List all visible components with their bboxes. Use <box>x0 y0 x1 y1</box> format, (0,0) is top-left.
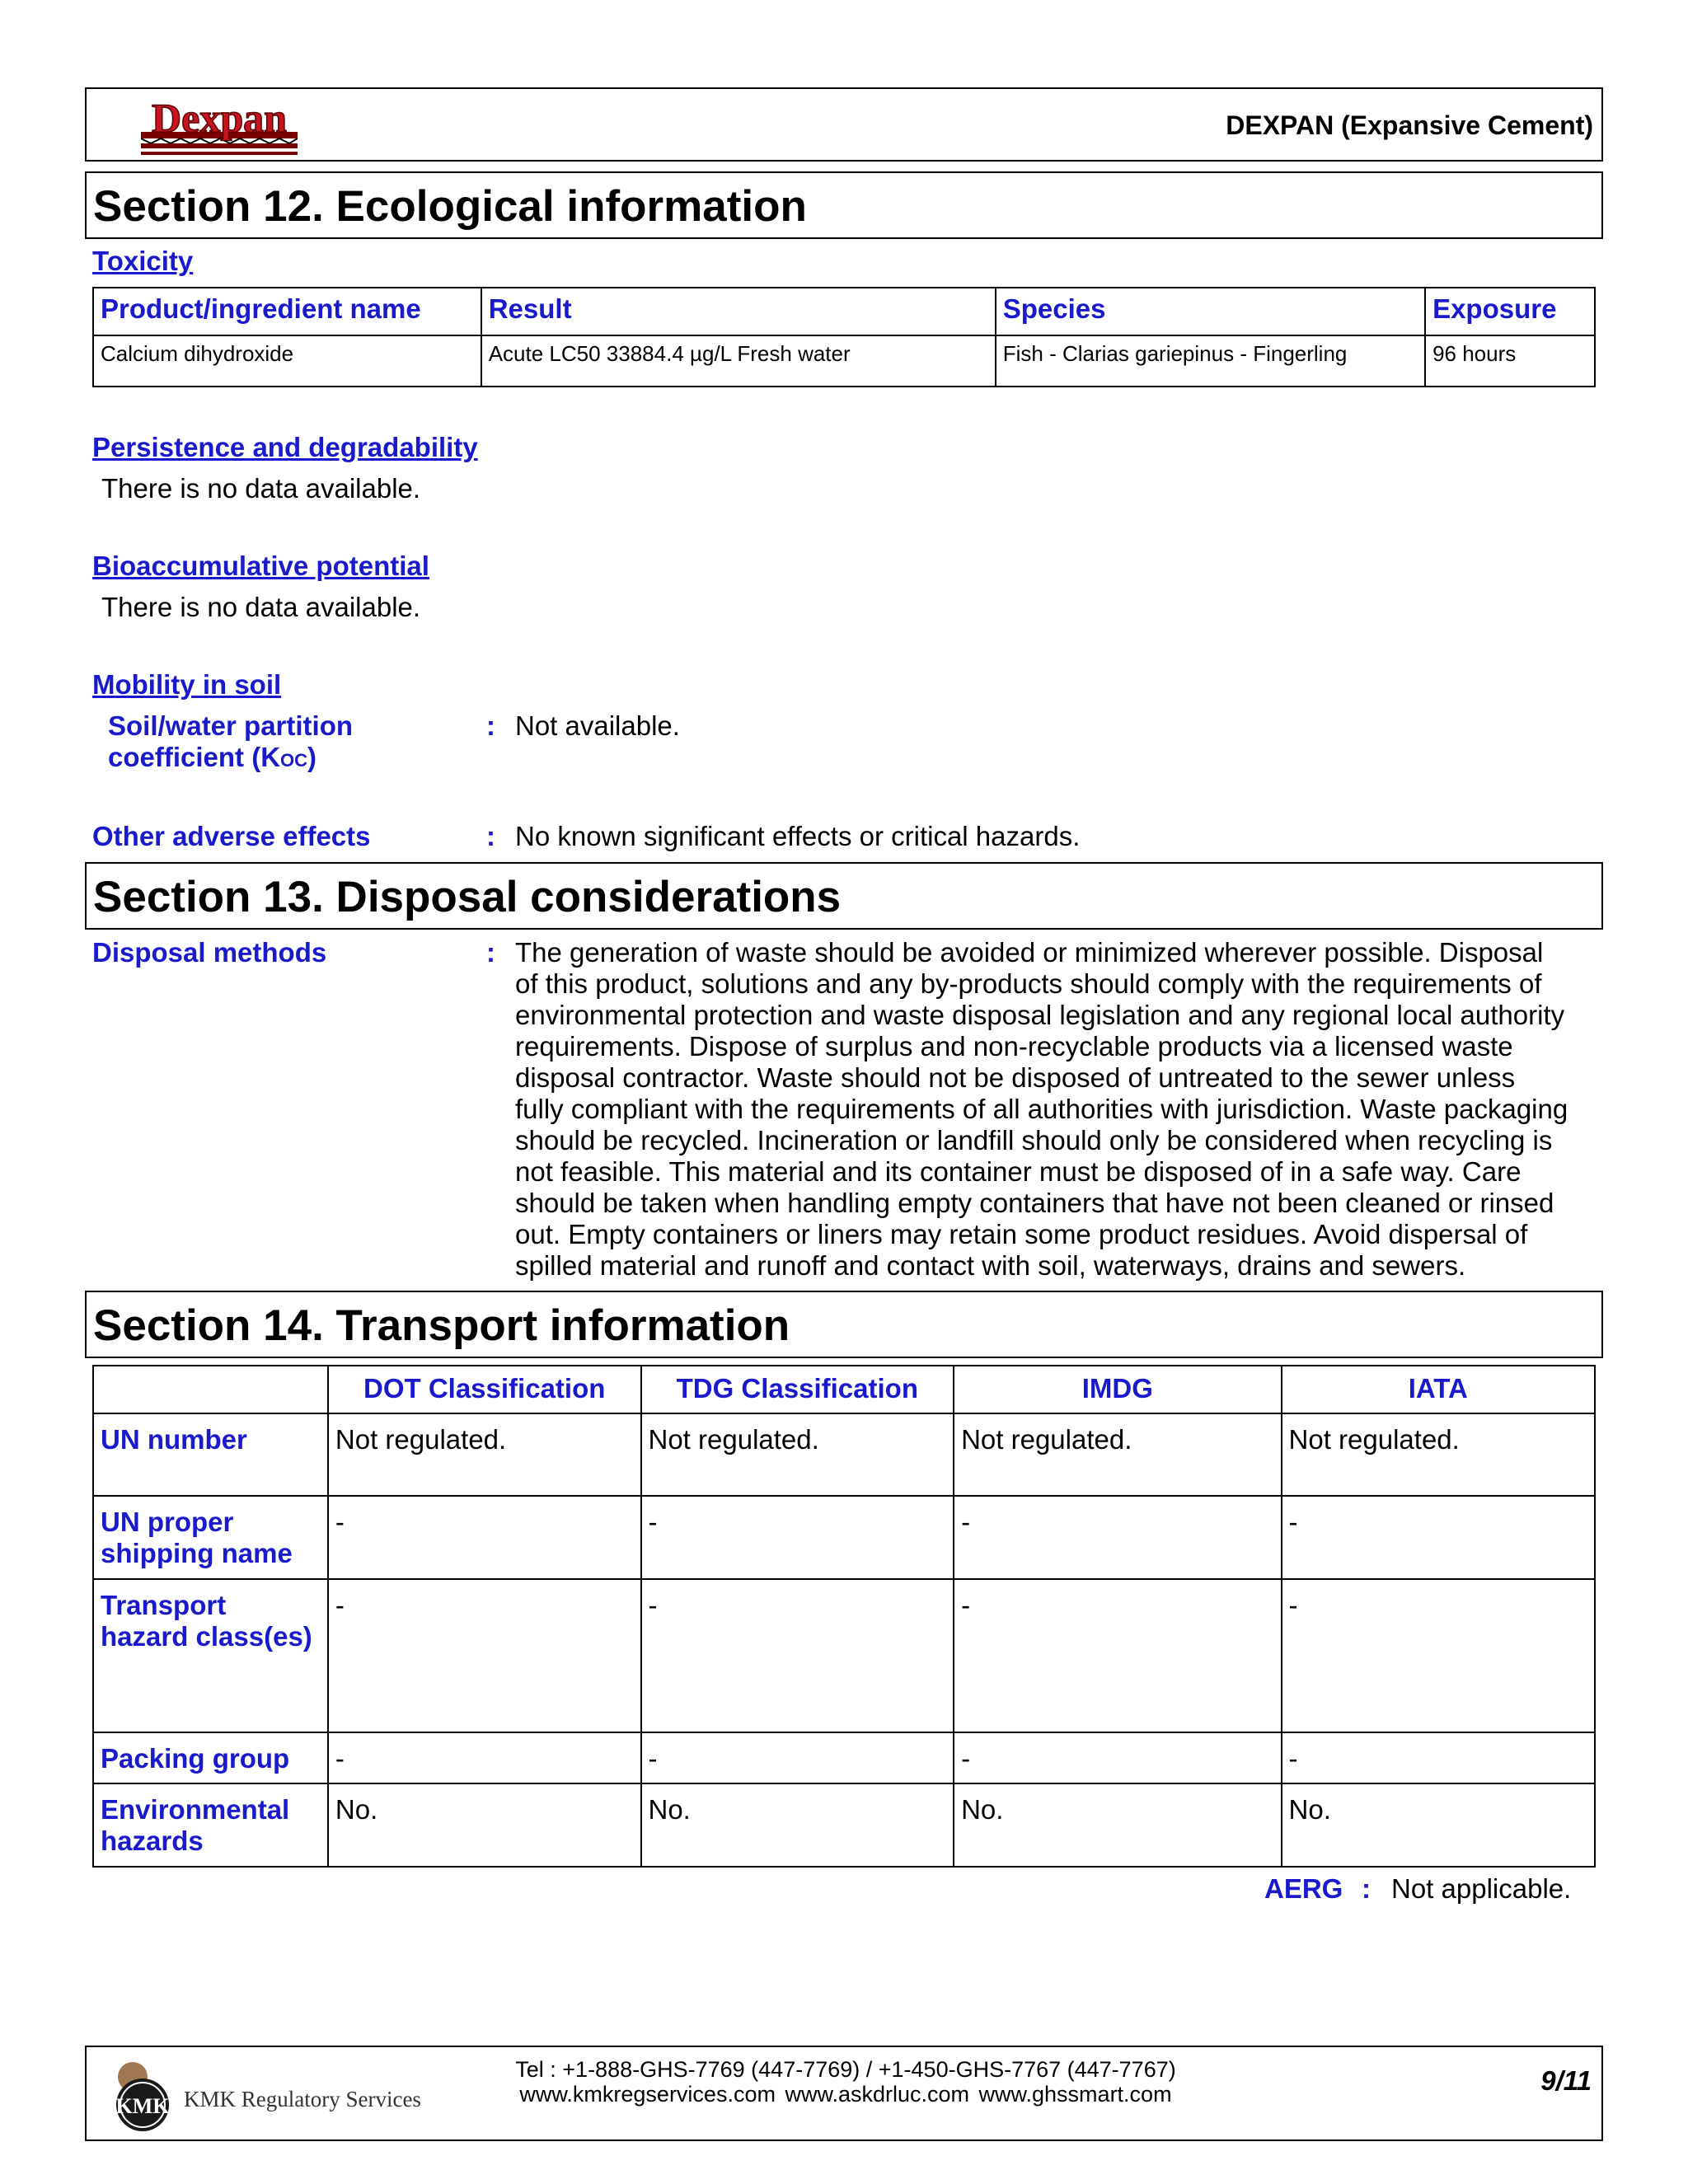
bioaccumulative-text: There is no data available. <box>101 592 421 622</box>
footer-websites: www.kmkregservices.com www.askdrluc.com www.ghssmart.com <box>519 2082 1172 2107</box>
table-cell: - <box>954 1579 1281 1732</box>
column-header: Result <box>481 288 996 335</box>
table-header-row <box>93 1366 1595 1413</box>
table-cell: Acute LC50 33884.4 µg/L Fresh water <box>481 335 996 387</box>
table-cell: No. <box>954 1783 1281 1867</box>
logo-text: Dexpan <box>152 96 287 141</box>
page-number: 9/11 <box>1540 2065 1592 2096</box>
table-cell: - <box>328 1579 641 1732</box>
table-cell: No. <box>328 1783 641 1867</box>
table-cell: - <box>1282 1732 1595 1783</box>
page-footer <box>85 2046 1603 2141</box>
table-cell: - <box>641 1496 954 1579</box>
column-header: IMDG <box>954 1366 1281 1413</box>
mobility-heading: Mobility in soil <box>92 669 282 700</box>
disposal-line: spilled material and runoff and contact with soil, waterways, drains and sewers. <box>515 1250 1466 1281</box>
column-header: DOT Classification <box>328 1366 641 1413</box>
transport-table <box>92 1365 1596 1868</box>
product-title: DEXPAN (Expansive Cement) <box>1226 110 1593 140</box>
column-header: IATA <box>1282 1366 1595 1413</box>
table-cell: - <box>954 1732 1281 1783</box>
table-cell: - <box>1282 1579 1595 1732</box>
column-header: TDG Classification <box>641 1366 954 1413</box>
disposal-line: disposal contractor. Waste should not be disposed of untreated to the sewer unless <box>515 1062 1516 1093</box>
disposal-line: should be recycled. Incineration or landfill should only be considered when recycling is <box>515 1125 1553 1155</box>
section-13-header <box>85 862 1603 930</box>
table-cell: - <box>328 1732 641 1783</box>
row-label: UN number <box>93 1413 328 1496</box>
disposal-methods-text <box>515 937 1595 1282</box>
bioaccumulative-heading: Bioaccumulative potential <box>92 551 429 581</box>
table-row <box>93 1579 1595 1732</box>
row-label: Environmental hazards <box>93 1783 328 1867</box>
disposal-line: not feasible. This material and its container must be disposed of in a safe way. Care <box>515 1156 1522 1187</box>
disposal-line: requirements. Dispose of surplus and non-recyclable products via a licensed waste <box>515 1031 1513 1062</box>
table-cell: Not regulated. <box>1282 1413 1595 1496</box>
page-header <box>85 87 1603 162</box>
table-header-row <box>93 288 1595 335</box>
table-row <box>93 1783 1595 1867</box>
table-cell: Fish - Clarias gariepinus - Fingerling <box>996 335 1425 387</box>
disposal-line: of this product, solutions and any by-products should comply with the requirements of <box>515 968 1542 999</box>
table-cell: - <box>954 1496 1281 1579</box>
koc-suffix: ) <box>307 742 317 772</box>
koc-subscript: OC <box>280 750 308 771</box>
table-row <box>93 1732 1595 1783</box>
table-cell: - <box>641 1732 954 1783</box>
persistence-heading: Persistence and degradability <box>92 432 478 462</box>
section-title: Section 12. Ecological information <box>93 182 807 231</box>
colon: : <box>1362 1873 1371 1904</box>
disposal-line: environmental protection and waste disposal legislation and any regional local authority <box>515 1000 1565 1030</box>
colon: : <box>486 710 495 741</box>
row-label: UN proper shipping name <box>93 1496 328 1579</box>
table-cell: Not regulated. <box>954 1413 1281 1496</box>
company-name: KMK Regulatory Services <box>184 2087 421 2111</box>
colon: : <box>486 937 495 968</box>
table-cell: - <box>328 1496 641 1579</box>
section-12-header <box>85 171 1603 239</box>
colon: : <box>486 821 495 851</box>
row-label: Transport hazard class(es) <box>93 1579 328 1732</box>
aerg-value: Not applicable. <box>1391 1873 1572 1904</box>
table-row <box>93 1496 1595 1579</box>
aerg-label: AERG <box>1264 1873 1343 1904</box>
column-header <box>93 1366 328 1413</box>
soil-water-label-line2 <box>108 742 353 776</box>
kmk-logo-text: KMK <box>115 2094 170 2118</box>
disposal-line: out. Empty containers or liners may retain some product residues. Avoid dispersal of <box>515 1219 1528 1249</box>
table-cell: 96 hours <box>1425 335 1595 387</box>
soil-water-label-line1: Soil/water partition <box>108 710 354 741</box>
column-header: Exposure <box>1425 288 1595 335</box>
table-row <box>93 335 1595 387</box>
section-title: Section 14. Transport information <box>93 1301 790 1350</box>
soil-water-label <box>108 710 353 776</box>
toxicity-heading: Toxicity <box>92 246 194 276</box>
footer-telephone: Tel : +1-888-GHS-7769 (447-7769) / +1-450-GHS-7767 (447-7767) <box>515 2057 1176 2082</box>
section-14-header <box>85 1291 1603 1358</box>
other-adverse-label: Other adverse effects <box>92 821 371 851</box>
table-cell: Calcium dihydroxide <box>93 335 481 387</box>
table-cell: - <box>641 1579 954 1732</box>
disposal-line: The generation of waste should be avoided or minimized wherever possible. Disposal <box>515 937 1544 968</box>
column-header: Product/ingredient name <box>93 288 481 335</box>
table-cell: No. <box>1282 1783 1595 1867</box>
table-cell: Not regulated. <box>328 1413 641 1496</box>
section-title: Section 13. Disposal considerations <box>93 873 842 921</box>
disposal-line: fully compliant with the requirements of all authorities with jurisdiction. Waste packaging <box>515 1094 1568 1124</box>
table-cell: Not regulated. <box>641 1413 954 1496</box>
table-row <box>93 1413 1595 1496</box>
soil-water-value: Not available. <box>515 710 680 741</box>
other-adverse-value: No known significant effects or critical hazards. <box>515 821 1081 851</box>
disposal-line: should be taken when handling empty containers that have not been cleaned or rinsed <box>515 1188 1554 1218</box>
koc-prefix: coefficient (K <box>108 742 281 772</box>
persistence-text: There is no data available. <box>101 473 421 504</box>
dexpan-logo <box>141 96 298 157</box>
table-cell: No. <box>641 1783 954 1867</box>
row-label: Packing group <box>93 1732 328 1783</box>
disposal-methods-label: Disposal methods <box>92 937 327 968</box>
column-header: Species <box>996 288 1425 335</box>
table-cell: - <box>1282 1496 1595 1579</box>
toxicity-table <box>92 287 1596 387</box>
